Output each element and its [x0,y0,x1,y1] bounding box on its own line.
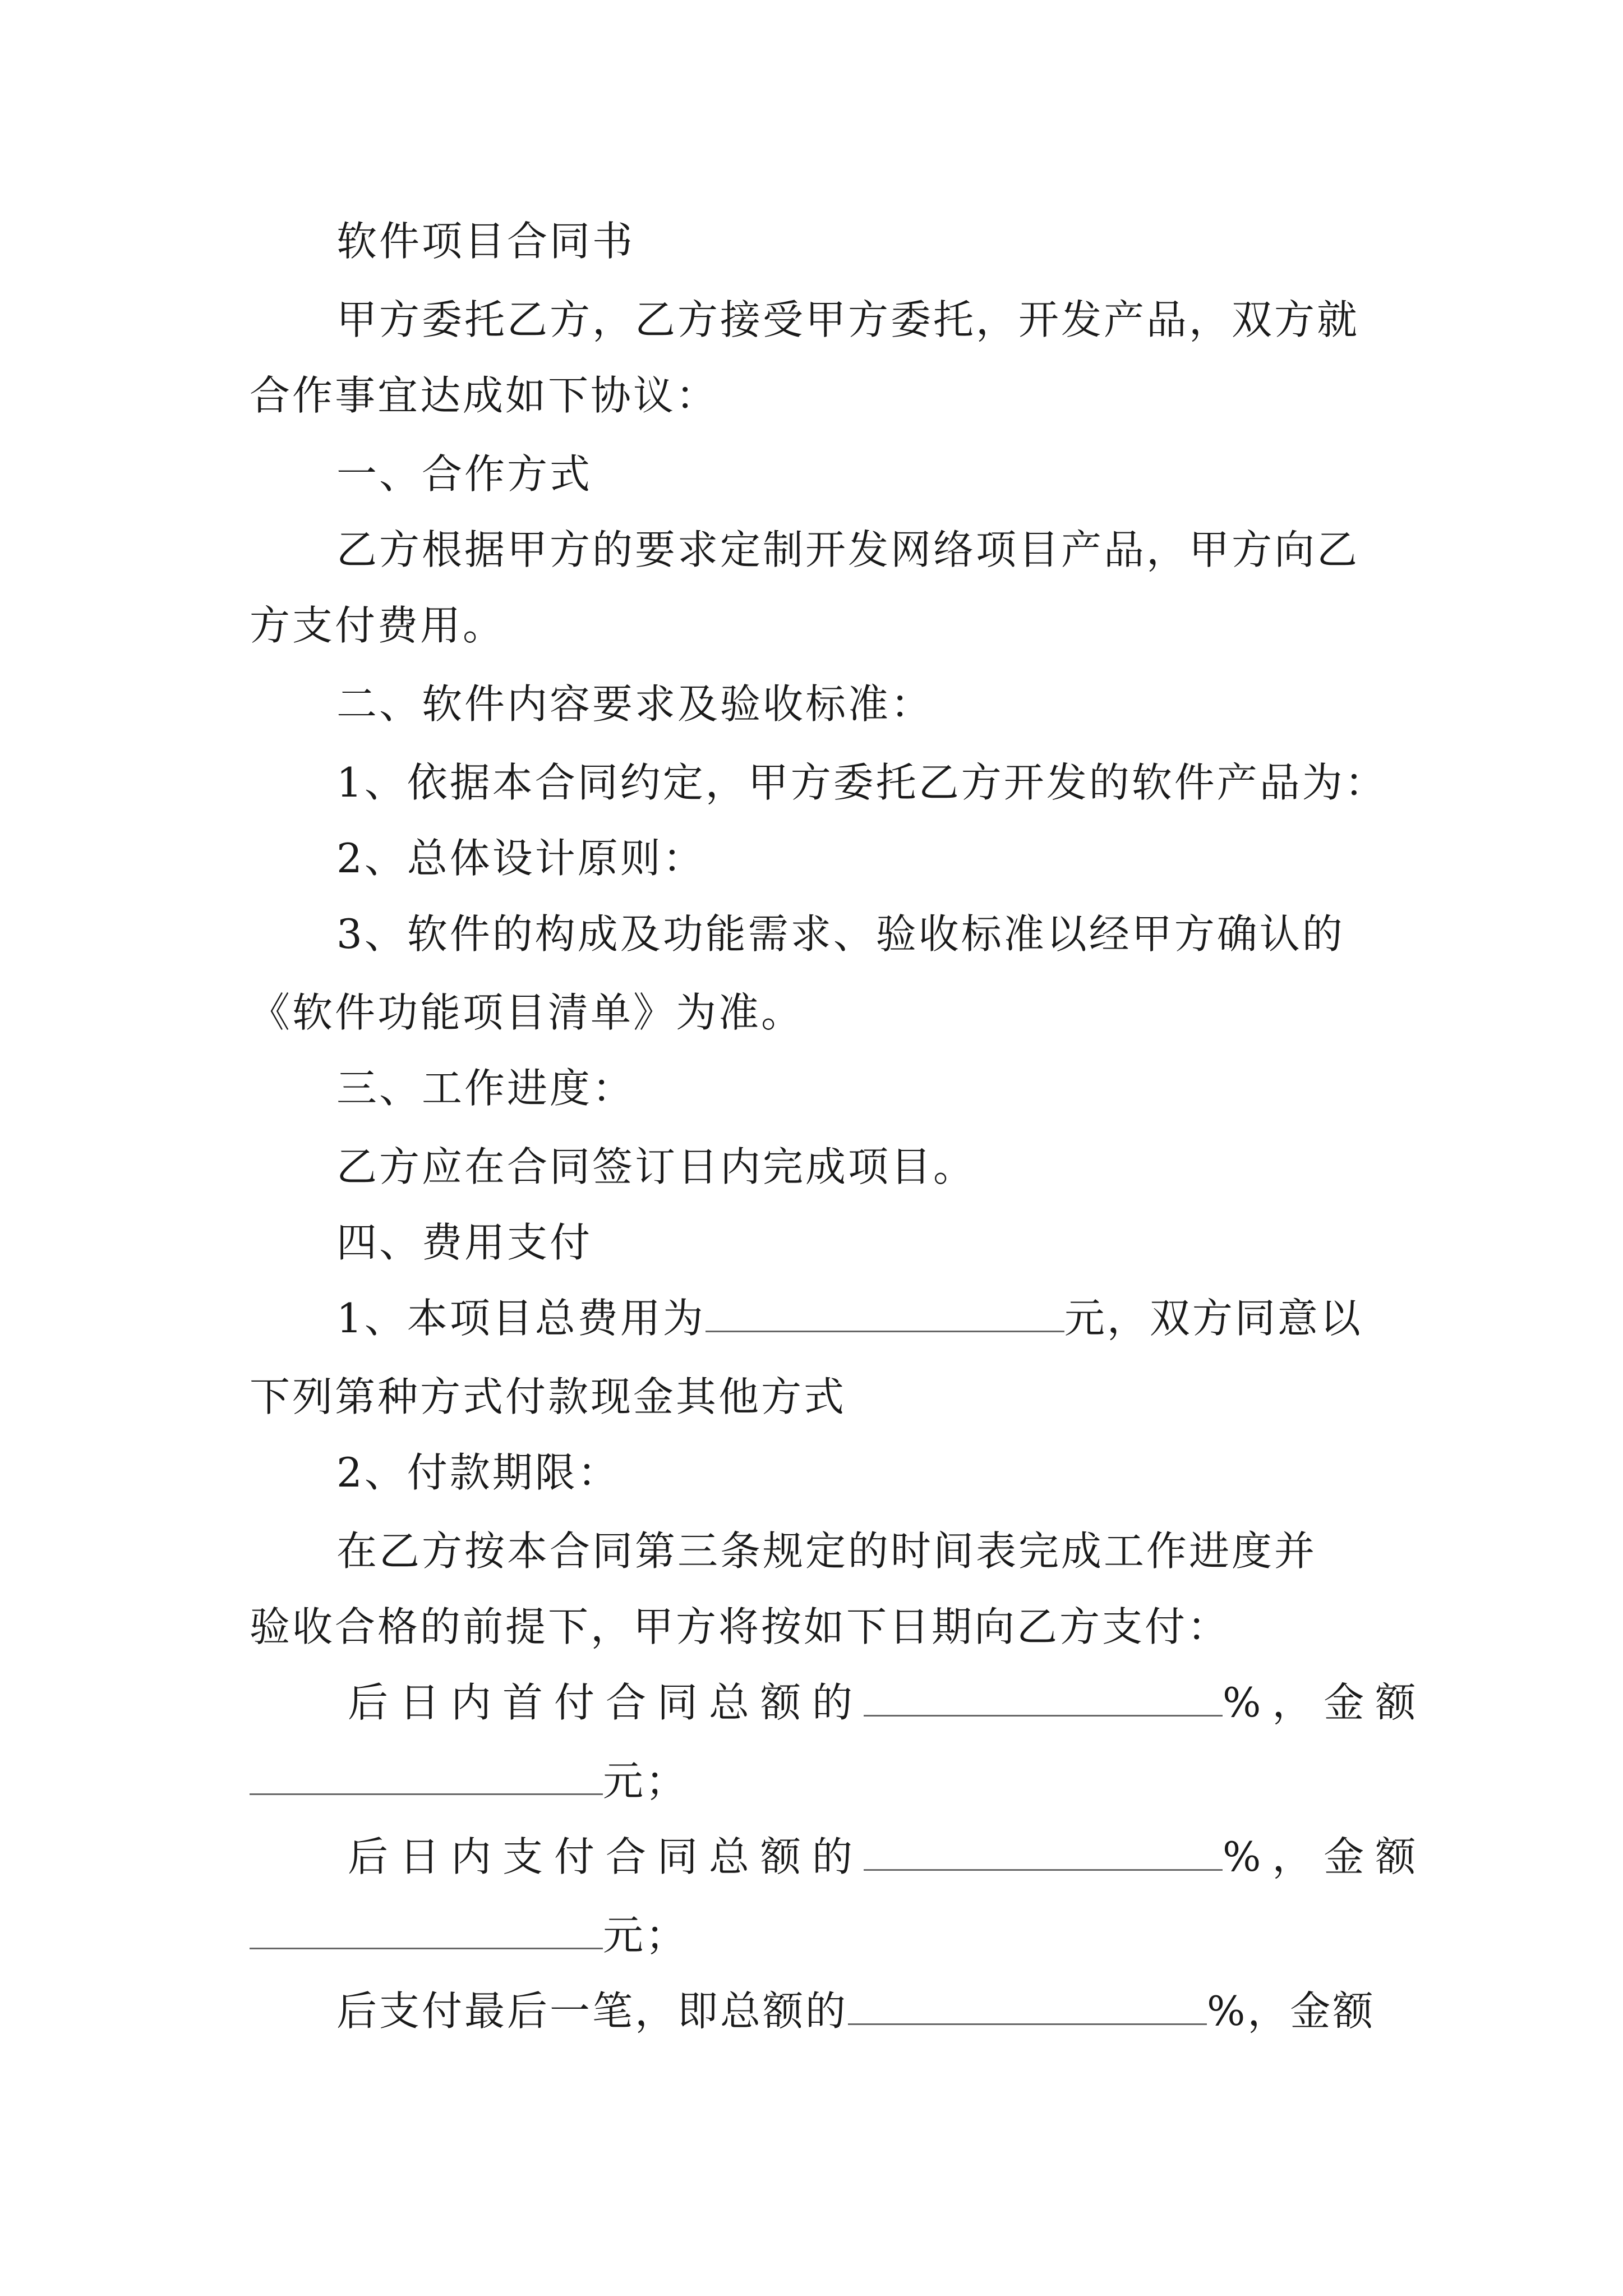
payment-3-line-1 [336,1983,1375,2039]
payment-1-line-1 [348,1674,1427,1731]
payment-2-unit: 元； [603,1912,689,1959]
payment-1-percent-blank [864,1678,1223,1717]
payment-1-percent-label: %，金额 [1223,1679,1427,1726]
intro-line-2: 合作事宜达成如下协议： [250,372,719,419]
total-fee-prefix: 1、本项目总费用为 [336,1295,706,1342]
section4-heading: 四、费用支付 [336,1219,593,1266]
section2-item-3-line-2: 《软件功能项目清单》为准。 [250,989,804,1036]
payment-2-line-2 [250,1907,688,1963]
section1-body-line-2: 方支付费用。 [250,602,506,649]
intro-line-1: 甲方委托乙方，乙方接受甲方委托，开发产品，双方就 [336,296,1360,343]
payment-3-prefix: 后支付最后一笔，即总额的 [336,1987,849,2035]
section1-body-line-1: 乙方根据甲方的要求定制开发网络项目产品，甲方向乙 [336,526,1360,573]
payment-2-prefix: 后日内支付合同总额的 [348,1833,864,1880]
section2-item-2: 2、总体设计原则： [336,835,706,882]
payment-terms-line-1: 在乙方按本合同第三条规定的时间表完成工作进度并 [336,1527,1317,1575]
section3-body: 乙方应在合同签订日内完成项目。 [336,1143,976,1190]
payment-1-prefix: 后日内首付合同总额的 [348,1679,864,1726]
payment-3-percent-blank [848,1986,1207,2025]
total-fee-suffix: 元，双方同意以 [1064,1295,1363,1342]
section4-item-1-line-1 [336,1290,1363,1346]
section2-item-3-line-1: 3、软件的构成及功能需求、验收标准以经甲方确认的 [336,910,1345,958]
payment-terms-line-2: 验收合格的前提下，甲方将按如下日期向乙方支付： [250,1603,1230,1650]
payment-2-amount-blank [250,1911,603,1949]
section4-item-1-line-2: 下列第种方式付款现金其他方式 [250,1373,847,1420]
payment-3-percent-label: %，金额 [1207,1987,1376,2035]
payment-2-percent-blank [864,1832,1223,1871]
section2-heading: 二、软件内容要求及验收标准： [336,680,934,728]
section1-heading: 一、合作方式 [336,450,593,498]
section2-item-1: 1、依据本合同约定，甲方委托乙方开发的软件产品为： [336,759,1387,806]
payment-1-line-2 [250,1753,688,1809]
document-title: 软件项目合同书 [336,218,635,265]
payment-1-amount-blank [250,1756,603,1795]
payment-2-line-1 [348,1829,1427,1885]
section3-heading: 三、工作进度： [336,1065,635,1112]
payment-2-percent-label: %，金额 [1223,1833,1427,1880]
total-fee-blank [706,1294,1064,1332]
payment-1-unit: 元； [603,1757,689,1805]
section4-item-2: 2、付款期限： [336,1449,620,1496]
